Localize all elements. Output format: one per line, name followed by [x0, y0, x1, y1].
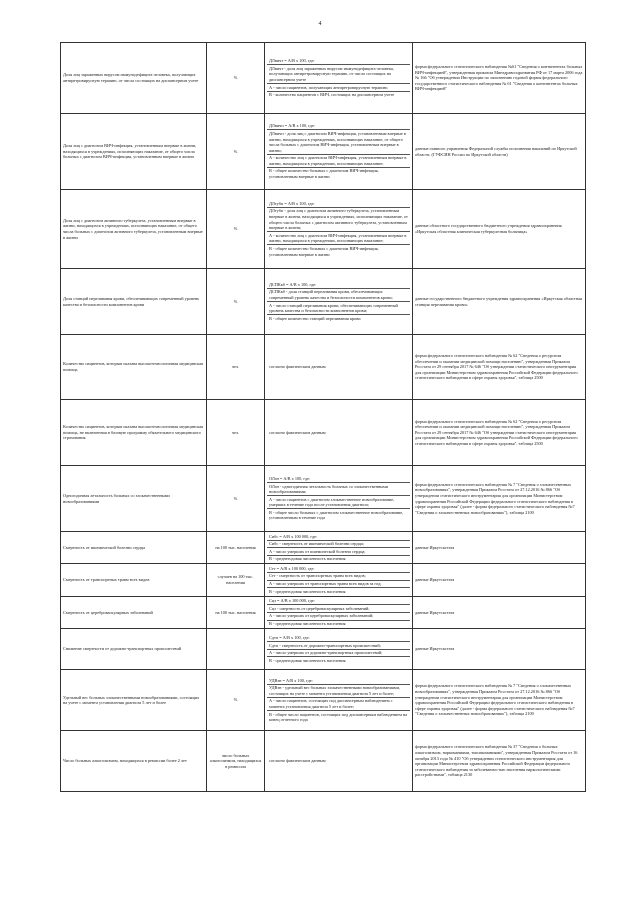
- formula-cell: [265, 532, 413, 564]
- formula-line: А - число умерших от ишемической болезни сердца;: [267, 548, 410, 556]
- source-cell: данные областного государственного бюджетного учреждения здравоохранения «Иркутская областная клиническая туберкулезная больница»: [413, 190, 586, 269]
- source-cell: данные Иркутскстата: [413, 532, 586, 564]
- source-cell: форма федерального статистического наблюдения №61 "Сведения о контингентах больных ВИЧ-инфекцией", утвержденная приказом Минздравсоцразвития РФ от 17 марта 2006 года № 166 "Об утверждении Инструкции по заполнению годовой формы федерального государственного статистического наблюдения № 61 "Сведения о контингентах больных ВИЧ-инфекцией": [413, 43, 586, 114]
- formula-cell: [265, 269, 413, 335]
- formula-line: В - общее количество больных с диагнозом ВИЧ-инфекция, установленным впервые в жизни: [269, 168, 379, 180]
- formula-line: В - количество пациентов с ВИЧ, состоящих на диспансерном учете: [269, 92, 395, 98]
- indicator-cell: Количество пациентов, которым оказана высокотехнологичная медицинская помощь: [61, 335, 207, 400]
- indicator-cell: Удельный вес больных злокачественными новообразованиями, состоящих на учете с момента установления диагноза 5 лет и более: [61, 670, 207, 731]
- formula-line: В - общее количество станций переливания крови: [269, 315, 361, 321]
- formula-line: согласно фактическим данным: [269, 429, 326, 435]
- source-cell: данные Иркутскстата: [413, 629, 586, 670]
- formula-line: ДЛвичт - доля лиц зараженных вирусом иммунодефицита человека, получающих антиретровирусную терапию, от числа состоящих на диспансерном учете: [267, 65, 410, 84]
- table-row: [61, 190, 586, 269]
- table-row: [61, 400, 586, 466]
- formula-line: ОЛзн - одногодичная летальность больных со злокачественными новообразованиями;: [267, 483, 410, 496]
- source-cell: данные главного управления Федеральной службы исполнения наказаний по Иркутской области. (ГУФСИН России по Иркутской области): [413, 114, 586, 190]
- formula-cell: [265, 190, 413, 269]
- formula-line: А - число умерших от цереброваскулярных заболеваний;: [267, 613, 410, 621]
- source-cell: данные Иркутскстата: [413, 564, 586, 596]
- table-row: [61, 629, 586, 670]
- formula-line: А - число пациентов с диагнозом злокачественное новообразование, умерших в течение года после установления диагноза;: [267, 496, 410, 509]
- formula-line: согласно фактическим данным: [269, 364, 326, 370]
- formula-line: Стт - смертность от транспортных травм всех видов;: [267, 573, 410, 581]
- formula-line: ДЛтубп = А/В х 100, где:: [267, 200, 410, 208]
- unit-cell: число больных алкоголизмом, находящихся в ремиссии: [207, 731, 265, 792]
- formula-line: ДЛвичп - доля лиц с диагнозом ВИЧ-инфекция, установленным впервые в жизни, находящихся в учреждениях, исполняющих наказание, от общего числа больных с диагнозом ВИЧ-инфекция, установленным впервые в жизни;: [267, 130, 410, 154]
- formula-cell: [265, 596, 413, 628]
- formula-line: ДСПКкб - доля станций переливания крови, обеспечивающих современный уровень качества и безопасности компонентов крови;: [267, 289, 410, 302]
- indicator-cell: Доля лиц с диагнозом активного туберкулеза, установленным впервые в жизни, находящихся в учреждениях, исполняющих наказание, от общего числа больных с диагнозом активного туберкулеза, установленным впервые в жизни: [61, 190, 207, 269]
- table-row: [61, 269, 586, 335]
- unit-cell: [207, 629, 265, 670]
- formula-line: А - число пациентов, получающих антиретровирусную терапию;: [267, 84, 410, 92]
- indicator-cell: Смертность от транспортных травм всех видов: [61, 564, 207, 596]
- source-cell: форма федерального статистического наблюдения № 37 "Сведения о больных алкоголизмом, наркоманиями, токсикоманиями", утвержденная Приказом Росстата от 16 октября 2013 года № 410 "Об утверждении статистического инструментария для организации Министерством здравоохранения Российской Федерации федерального статистического наблюдения за заболеваемостью населения наркологическими расстройствами", таблица 2130: [413, 731, 586, 792]
- indicator-cell: Доля лиц зараженных вирусом иммунодефицита человека, получающих антиретровирусную терапию, от числа состоящих на диспансерном учете: [61, 43, 207, 114]
- formula-line: Сибс - смертность от ишемической болезни сердца;: [267, 541, 410, 549]
- table-row: [61, 596, 586, 628]
- unit-cell: %: [207, 43, 265, 114]
- formula-line: УДВзн = А/В х 100, где:: [267, 677, 410, 685]
- formula-line: В - среднегодовая численность населения: [269, 657, 346, 663]
- formula-line: А - число станций переливания крови, обеспечивающих современный уровень качества и безопасности компонентов крови;: [267, 302, 410, 315]
- indicator-cell: Доля станций переливания крови, обеспечивающих современный уровень качества и безопасности компонентов крови: [61, 269, 207, 335]
- formula-line: ДЛвичп = А/В х 100, где:: [267, 123, 410, 131]
- unit-cell: на 100 тыс. населения: [207, 532, 265, 564]
- formula-line: ОЛзн = А/В х 100, где:: [267, 475, 410, 483]
- unit-cell: чел.: [207, 335, 265, 400]
- indicator-cell: Доля лиц с диагнозом ВИЧ-инфекция, установленным впервые в жизни, находящихся в учреждениях, исполняющих наказание, от общего числа больных с диагнозом ВИЧ-инфекция, установленным впервые в жизни: [61, 114, 207, 190]
- indicator-cell: Снижение смертности от дорожно-транспортных происшествий: [61, 629, 207, 670]
- formula-cell: [265, 466, 413, 532]
- formula-cell: [265, 629, 413, 670]
- unit-cell: случаев на 100 тыс. населения: [207, 564, 265, 596]
- formula-cell: [265, 670, 413, 731]
- table-row: [61, 564, 586, 596]
- indicators-table: [60, 42, 586, 792]
- unit-cell: %: [207, 190, 265, 269]
- table-row: [61, 466, 586, 532]
- formula-line: ДЛтубп - доля лиц с диагнозом активного туберкулеза, установленным впервые в жизни, находящихся в учреждениях, исполняющих наказание, от общего числа больных с диагнозом активного туберкулеза, установленным впервые в жизни;: [267, 208, 410, 232]
- indicator-cell: Смертность от ишемической болезни сердца: [61, 532, 207, 564]
- unit-cell: на 100 тыс. населения: [207, 596, 265, 628]
- table-row: [61, 335, 586, 400]
- formula-line: УДВзн - удельный вес больных злокачественными новообразованиями, состоящих на учете с момента установления диагноза 5 лет и более;: [267, 685, 410, 698]
- formula-line: согласно фактическим данным: [269, 758, 326, 764]
- indicator-cell: Число больных алкоголизмом, находящихся в ремиссии более 2 лет: [61, 731, 207, 792]
- formula-cell: [265, 731, 413, 792]
- source-cell: форма федерального статистического наблюдения № 62 "Сведения о ресурсном обеспечении и оказании медицинской помощи населению", утвержденная Приказом Росстата от 29 сентября 2017 № 646 "Об утверждении статистического инструментария для организации Министерством здравоохранения Российской Федерации федерального статистического наблюдения в сфере охраны здоровья", таблица 2500: [413, 335, 586, 400]
- unit-cell: %: [207, 670, 265, 731]
- formula-line: Сдтп - смертность от дорожно-транспортных происшествий;: [267, 642, 410, 650]
- formula-line: Сибс = А/В х 100 000, где:: [267, 533, 410, 541]
- source-cell: форма федерального статистического наблюдения № 7 "Сведения о злокачественных новообразованиях", утвержденная Приказом Росстата от 27.12.2016 № 866 "Об утверждении статистического инструментария для организации Министерством здравоохранения Российской Федерации федерального статистического наблюдения в сфере охраны здоровья" (далее - форма федерального статистического наблюдения №7 "Сведения о злокачественных новообразованиях"), таблица 2100: [413, 670, 586, 731]
- formula-cell: [265, 114, 413, 190]
- formula-cell: [265, 43, 413, 114]
- page-number: 4: [318, 21, 322, 27]
- table-row: [61, 670, 586, 731]
- source-cell: данные государственного бюджетного учреждения здравоохранения «Иркутская областная станция переливания крови»: [413, 269, 586, 335]
- indicator-cell: Смертность от цереброваскулярных заболеваний: [61, 596, 207, 628]
- formula-line: А - количество лиц с диагнозом ВИЧ-инфекция, установленным впервые в жизни, находящихся в учреждениях, исполняющих наказание;: [267, 155, 410, 168]
- formula-cell: [265, 400, 413, 466]
- formula-line: А - количество лиц с диагнозом ВИЧ-инфекция, установленным впервые в жизни, находящихся в учреждениях, исполняющих наказание;: [267, 232, 410, 245]
- formula-line: Сцз = А/В х 100 000, где:: [267, 598, 410, 606]
- formula-line: ДСПКкб = А/В х 100, где:: [267, 281, 410, 289]
- formula-line: В - среднегодовая численность населения: [269, 588, 346, 594]
- unit-cell: %: [207, 466, 265, 532]
- table-row: [61, 114, 586, 190]
- formula-line: В - среднегодовая численность населения: [269, 556, 346, 562]
- unit-cell: чел.: [207, 400, 265, 466]
- source-cell: форма федерального статистического наблюдения № 7 "Сведения о злокачественных новообразованиях", утвержденная Приказом Росстата от 27.12.2016 № 866 "Об утверждении статистического инструментария для организации Министерством здравоохранения Российской Федерации федерального статистического наблюдения в сфере охраны здоровья" (далее - форма федерального статистического наблюдения №7 "Сведения о злокачественных новообразованиях"), таблица 2100: [413, 466, 586, 532]
- formula-line: Стт = А/В х 100 000, где:: [267, 565, 410, 573]
- table-row: [61, 43, 586, 114]
- table-row: [61, 532, 586, 564]
- formula-cell: [265, 564, 413, 596]
- formula-line: В - среднегодовая численность населения: [269, 621, 346, 627]
- indicator-cell: Одногодичная летальность больных со злокачественными новообразованиями: [61, 466, 207, 532]
- formula-line: В - общее число пациентов, состоящих под диспансерным наблюдением на конец отчетного года: [269, 711, 408, 723]
- formula-line: В - общее число больных с диагнозом злокачественное новообразование, установленным в течение года: [269, 509, 404, 521]
- table-row: [61, 731, 586, 792]
- formula-line: А - число умерших от транспортных травм всех видов за год;: [267, 581, 410, 589]
- formula-cell: [265, 335, 413, 400]
- source-cell: данные Иркутскстата: [413, 596, 586, 628]
- unit-cell: %: [207, 269, 265, 335]
- formula-line: А - число пациентов, состоящих под диспансерным наблюдением с момента установления диагноза 5 лет и более;: [267, 698, 410, 711]
- indicator-cell: Количество пациентов, которым оказана высокотехнологичная медицинская помощь, не включенная в базовую программу обязательного медицинского страхования: [61, 400, 207, 466]
- formula-line: В - общее количество больных с диагнозом ВИЧ-инфекция, установленным впервые в жизни: [269, 245, 379, 257]
- source-cell: форма федерального статистического наблюдения № 62 "Сведения о ресурсном обеспечении и оказании медицинской помощи населению", утвержденная Приказом Росстата от 29 сентября 2017 № 646 "Об утверждении статистического инструментария для организации Министерством здравоохранения Российской Федерации федерального статистического наблюдения в сфере охраны здоровья", таблица 2500: [413, 400, 586, 466]
- formula-line: Сцз - смертность от цереброваскулярных заболеваний;: [267, 605, 410, 613]
- formula-line: А - число умерших от дорожно-транспортных происшествий;: [267, 650, 410, 658]
- unit-cell: %: [207, 114, 265, 190]
- formula-line: ДЛвичт = А/В х 100, где:: [267, 58, 410, 66]
- formula-line: Сдтп = А/В х 100, где:: [267, 634, 410, 642]
